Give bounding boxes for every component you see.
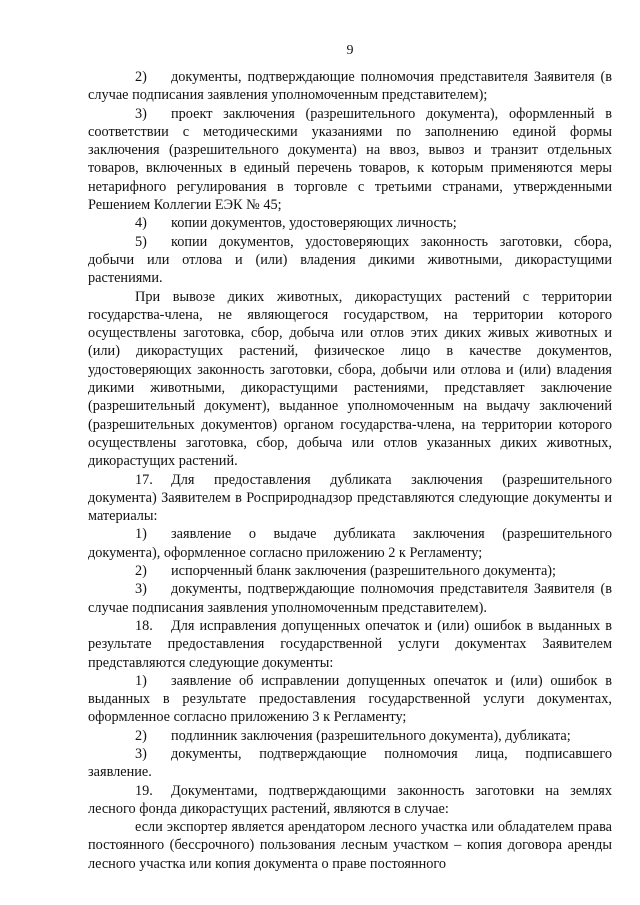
paragraph-text: подлинник заключения (разрешительного документа), дубликата; <box>171 727 571 744</box>
paragraph-text: если экспортер является арендатором лесного участка или обладателем права постоянного (бессрочного) пользования лесным участком – копия договора аренды лесного участка или копия документа о праве постоянного <box>88 819 612 872</box>
paragraph-export-wild-animals <box>88 288 612 471</box>
paragraph-text: копии документов, удостоверяющих законность заготовки, сбора, добычи или отлова и (или) владения дикими животными, дикорастущими растениями. <box>88 233 612 287</box>
paragraph-text: испорченный бланк заключения (разрешительного документа); <box>171 563 557 580</box>
paragraph-text: Для исправления допущенных опечаток и (или) ошибок в выданных в результате предоставления государственной услуги документах Заявителем представляются следующие документы: <box>88 617 612 671</box>
paragraph-text: проект заключения (разрешительного документа), оформленный в соответствии с методическими указаниями по заполнению единой формы заключения (разрешительного документа) на ввоз, вывоз и транзит отдельных товаров, включенных в единый перечень товаров, к которым применяются меры нетарифного регулирования в торговле с третьими странами, утвержденными Решением Коллегии ЕЭК № 45; <box>88 105 612 214</box>
paragraph-text: Для предоставления дубликата заключения (разрешительного документа) Заявителем в Росприроднадзор представляются следующие документы и материалы: <box>88 471 612 525</box>
page-number: 9 <box>346 43 354 58</box>
paragraph-17-item-2 <box>88 562 612 580</box>
item-number: 3) <box>135 105 147 122</box>
paragraph-section-17 <box>88 471 612 526</box>
paragraph-17-item-3 <box>88 580 612 617</box>
document-body <box>88 68 612 873</box>
paragraph-17-item-1 <box>88 525 612 562</box>
paragraph-text: копии документов, удостоверяющих личность; <box>171 215 457 232</box>
paragraph-18-item-1 <box>88 672 612 727</box>
paragraph-text: документы, подтверждающие полномочия представителя Заявителя (в случае подписания заявления уполномоченным представителем). <box>88 581 612 616</box>
paragraph-18-item-2 <box>88 727 612 745</box>
paragraph-lessee-case <box>88 818 612 873</box>
paragraph-item-4 <box>88 214 612 232</box>
item-number: 3) <box>135 581 147 598</box>
paragraph-text: документы, подтверждающие полномочия представителя Заявителя (в случае подписания заявления уполномоченным представителем); <box>88 69 612 104</box>
item-number: 4) <box>135 215 147 232</box>
item-number: 1) <box>135 526 147 543</box>
item-number: 2) <box>135 563 147 580</box>
item-number: 2) <box>135 727 147 744</box>
paragraph-section-19 <box>88 782 612 819</box>
paragraph-item-3 <box>88 105 612 215</box>
item-number: 17. <box>135 471 153 488</box>
paragraph-item-2 <box>88 68 612 105</box>
paragraph-18-item-3 <box>88 745 612 782</box>
paragraph-text: заявление об исправлении допущенных опечаток и (или) ошибок в выданных в результате предоставления государственной услуги документах, оформленное согласно приложению 3 к Регламенту; <box>88 672 612 726</box>
item-number: 2) <box>135 69 147 85</box>
paragraph-text: документы, подтверждающие полномочия лица, подписавшего заявление. <box>88 745 612 781</box>
item-number: 18. <box>135 617 153 634</box>
paragraph-text: При вывозе диких животных, дикорастущих растений с территории государства-члена, не являющегося государством, на территории которого осуществлены заготовка, сбор, добыча или отлов этих диких живых животных и (или) дикорастущих растений, физическое лицо в качестве документов, удостоверяющих законность заготовки, сбора, добычи или отлова и (или) владения дикими животными, дикорастущими растениями, представляет заключение (разрешительный документ), выданное уполномоченным на выдачу заключений (разрешительных документов) органом государства-члена, на территории которого осуществлены заготовка, сбор, добыча или отлов указанных диких животных, дикорастущих растений. <box>88 288 612 470</box>
paragraph-section-18 <box>88 617 612 672</box>
paragraph-item-5 <box>88 233 612 288</box>
item-number: 1) <box>135 672 147 689</box>
item-number: 19. <box>135 782 153 799</box>
paragraph-text: заявление о выдаче дубликата заключения (разрешительного документа), оформленное согласно приложению 2 к Регламенту; <box>88 526 612 561</box>
item-number: 3) <box>135 745 147 762</box>
paragraph-text: Документами, подтверждающими законность заготовки на землях лесного фонда дикорастущих растений, являются в случае: <box>88 782 612 817</box>
item-number: 5) <box>135 233 147 250</box>
